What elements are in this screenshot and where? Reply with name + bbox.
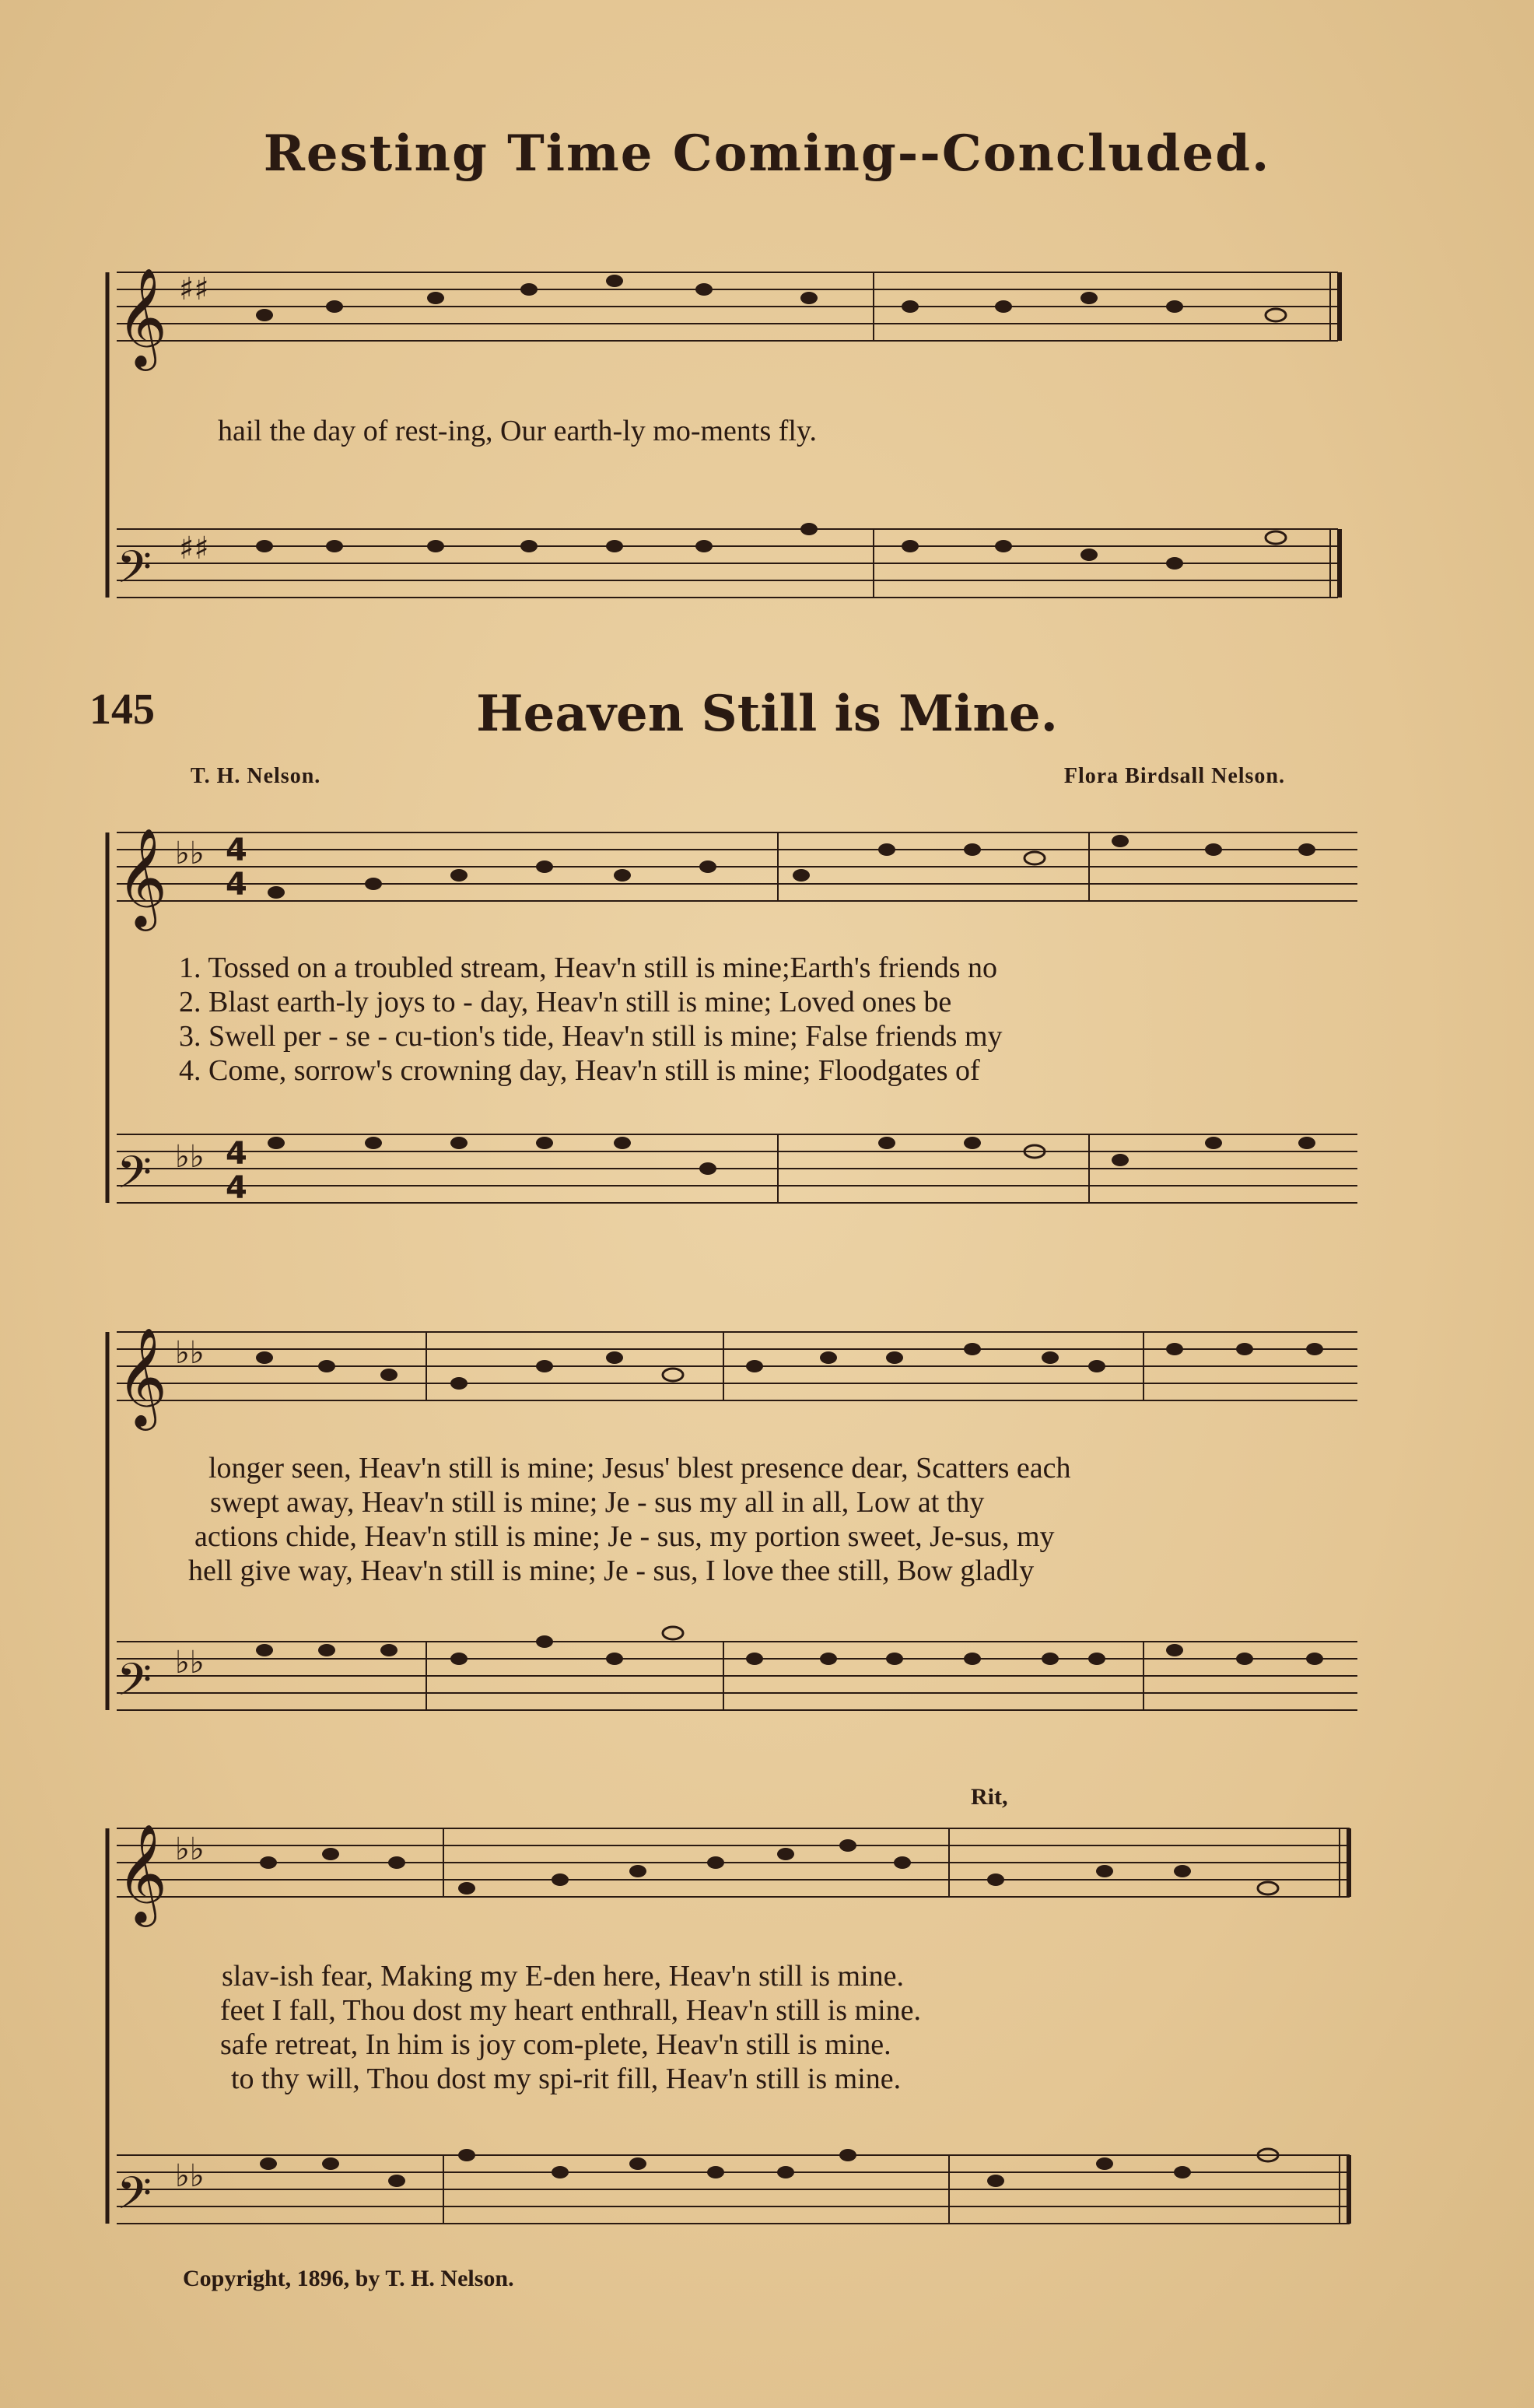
- copyright-notice: Copyright, 1896, by T. H. Nelson.: [183, 2266, 514, 2291]
- treble-clef-icon: 𝄞: [117, 1327, 168, 1426]
- verse-line: 3. Swell per - se - cu-tion's tide, Heav'n still is mine; False friends my: [179, 1020, 1003, 1053]
- verse-line: feet I fall, Thou dost my heart enthrall, Heav'n still is mine.: [220, 1994, 922, 2027]
- bass-clef-icon: 𝄢: [117, 1653, 152, 1717]
- treble-clef-icon: 𝄞: [117, 267, 168, 366]
- svg-text:♯♯: ♯♯: [179, 272, 209, 307]
- verse-line: 4. Come, sorrow's crowning day, Heav'n still is mine; Floodgates of: [179, 1054, 980, 1087]
- top-lyric-line: hail the day of rest-ing, Our earth-ly mo-ments fly.: [218, 415, 817, 447]
- note-heads: [256, 275, 1323, 2187]
- system3-treble-staff: [117, 1828, 1350, 1897]
- svg-text:♭♭: ♭♭: [175, 836, 205, 871]
- top-bass-staff: [117, 529, 1338, 598]
- verse-line: actions chide, Heav'n still is mine; Je - sus, my portion sweet, Je-sus, my: [194, 1520, 1055, 1553]
- bass-clef-icon: 𝄢: [117, 541, 152, 605]
- ritardando-marking: Rit,: [971, 1784, 1008, 1810]
- top-treble-staff: [117, 272, 1338, 341]
- svg-text:♭♭: ♭♭: [175, 1831, 205, 1867]
- hymn-number: 145: [89, 685, 155, 734]
- system1-treble-staff: [117, 832, 1357, 901]
- verse-line: safe retreat, In him is joy com-plete, Heav'n still is mine.: [220, 2028, 891, 2061]
- verse-line: swept away, Heav'n still is mine; Je - sus my all in all, Low at thy: [210, 1486, 985, 1519]
- bass-clef-icon: 𝄢: [117, 1146, 152, 1210]
- system3-bass-staff: [117, 2155, 1350, 2224]
- verse-line: to thy will, Thou dost my spi-rit fill, Heav'n still is mine.: [231, 2063, 902, 2095]
- svg-text:♯♯: ♯♯: [179, 531, 209, 566]
- verse-line: 1. Tossed on a troubled stream, Heav'n still is mine;Earth's friends no: [179, 952, 997, 984]
- system2-treble-staff: [117, 1332, 1357, 1400]
- bass-clef-icon: 𝄢: [117, 2167, 152, 2231]
- svg-text:♭♭: ♭♭: [175, 1335, 205, 1371]
- music-credit: Flora Birdsall Nelson.: [1063, 764, 1285, 788]
- svg-text:♭♭: ♭♭: [175, 1139, 205, 1175]
- svg-text:♭♭: ♭♭: [175, 2158, 205, 2194]
- verse-line: 2. Blast earth-ly joys to - day, Heav'n still is mine; Loved ones be: [179, 986, 952, 1018]
- svg-text:♭♭: ♭♭: [175, 1645, 205, 1681]
- hymn-title: Heaven Still is Mine.: [476, 685, 1058, 743]
- verse-line: slav-ish fear, Making my E-den here, Heav'n still is mine.: [222, 1960, 904, 1993]
- svg-text:4: 4: [226, 1170, 247, 1206]
- continued-title: Resting Time Coming--Concluded.: [263, 124, 1271, 183]
- verse-line: longer seen, Heav'n still is mine; Jesus' blest presence dear, Scatters each: [208, 1452, 1071, 1484]
- svg-text:4: 4: [226, 1136, 247, 1172]
- treble-clef-icon: 𝄞: [117, 1823, 168, 1923]
- words-credit: T. H. Nelson.: [191, 764, 321, 788]
- treble-clef-icon: 𝄞: [117, 827, 168, 927]
- system1-bass-staff: [117, 1134, 1357, 1203]
- verse-line: hell give way, Heav'n still is mine; Je - sus, I love thee still, Bow gladly: [188, 1555, 1035, 1587]
- svg-text:4: 4: [226, 867, 247, 903]
- svg-text:4: 4: [226, 832, 247, 868]
